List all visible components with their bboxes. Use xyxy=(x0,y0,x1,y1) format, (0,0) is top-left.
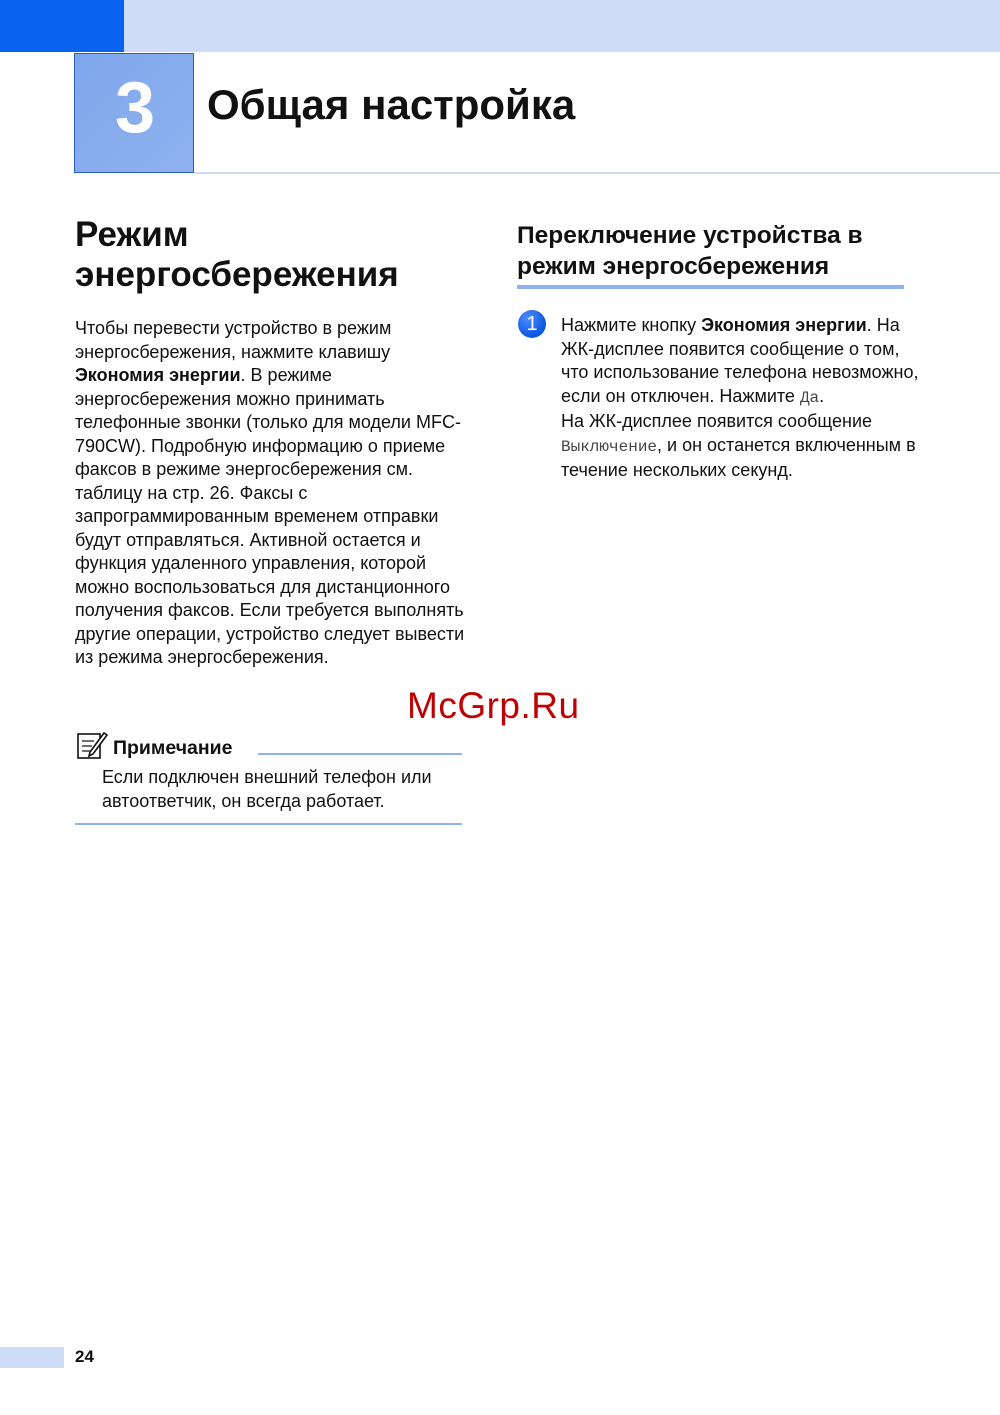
chapter-divider xyxy=(194,172,1000,174)
step-text-5: , и он останется включенным в течение нескольких секунд. xyxy=(561,434,916,480)
paragraph-text-2: . В режиме энергосбережения можно принимать телефонные звонки (только для модели MFC-790CW). Подробную информацию о приеме факсов в режиме энергосбережения см. таблицу на стр. 26. Факсы с запрограммированным временем отправки будут отправляться. Активной остается и функция удаленного управления, которой можно воспользоваться для дистанционного получения факсов. Если требуется выполнять другие операции, устройство следует вывести из режима энергосбережения. xyxy=(75,365,465,667)
step-key-name: Экономия энергии xyxy=(701,315,867,335)
chapter-number-box xyxy=(74,53,194,173)
subsection-heading-rule xyxy=(517,285,904,289)
step-instructions xyxy=(561,314,921,483)
paragraph-key-name: Экономия энергии xyxy=(75,365,241,385)
footer-accent-bar xyxy=(0,1347,64,1368)
section-heading: Режим энергосбережения xyxy=(75,215,399,294)
step-text-3: . xyxy=(819,385,825,406)
note-title: Примечание xyxy=(113,737,233,759)
header-band xyxy=(124,0,1000,52)
watermark: McGrp.Ru xyxy=(407,685,580,726)
section-paragraph xyxy=(75,317,475,670)
chapter-number: 3 xyxy=(114,68,156,148)
corner-accent-block xyxy=(0,0,124,52)
step-text-2: . На ЖК-дисплее появится сообщение о том, что использование телефона невозможно, если он отключен. Нажмите xyxy=(561,315,919,406)
note-pencil-icon xyxy=(76,730,108,760)
lcd-message-shutdown: Выключение xyxy=(561,437,658,456)
note-title-rule xyxy=(258,753,462,755)
note-bottom-rule xyxy=(75,823,462,825)
chapter-title: Общая настройка xyxy=(207,81,576,128)
step-text-4: На ЖК-дисплее появится сообщение xyxy=(561,411,873,431)
subsection-heading: Переключение устройства в режим энергосбережения xyxy=(517,222,863,280)
note-text: Если подключен внешний телефон или автоответчик, он всегда работает. xyxy=(102,767,432,811)
lcd-option-yes: Да xyxy=(799,388,820,407)
page-number: 24 xyxy=(75,1347,94,1366)
step-text-1: Нажмите кнопку xyxy=(561,315,702,335)
paragraph-text-1: Чтобы перевести устройство в режим энергосбережения, нажмите клавишу xyxy=(75,318,392,362)
step-number-badge: 1 xyxy=(518,310,546,338)
